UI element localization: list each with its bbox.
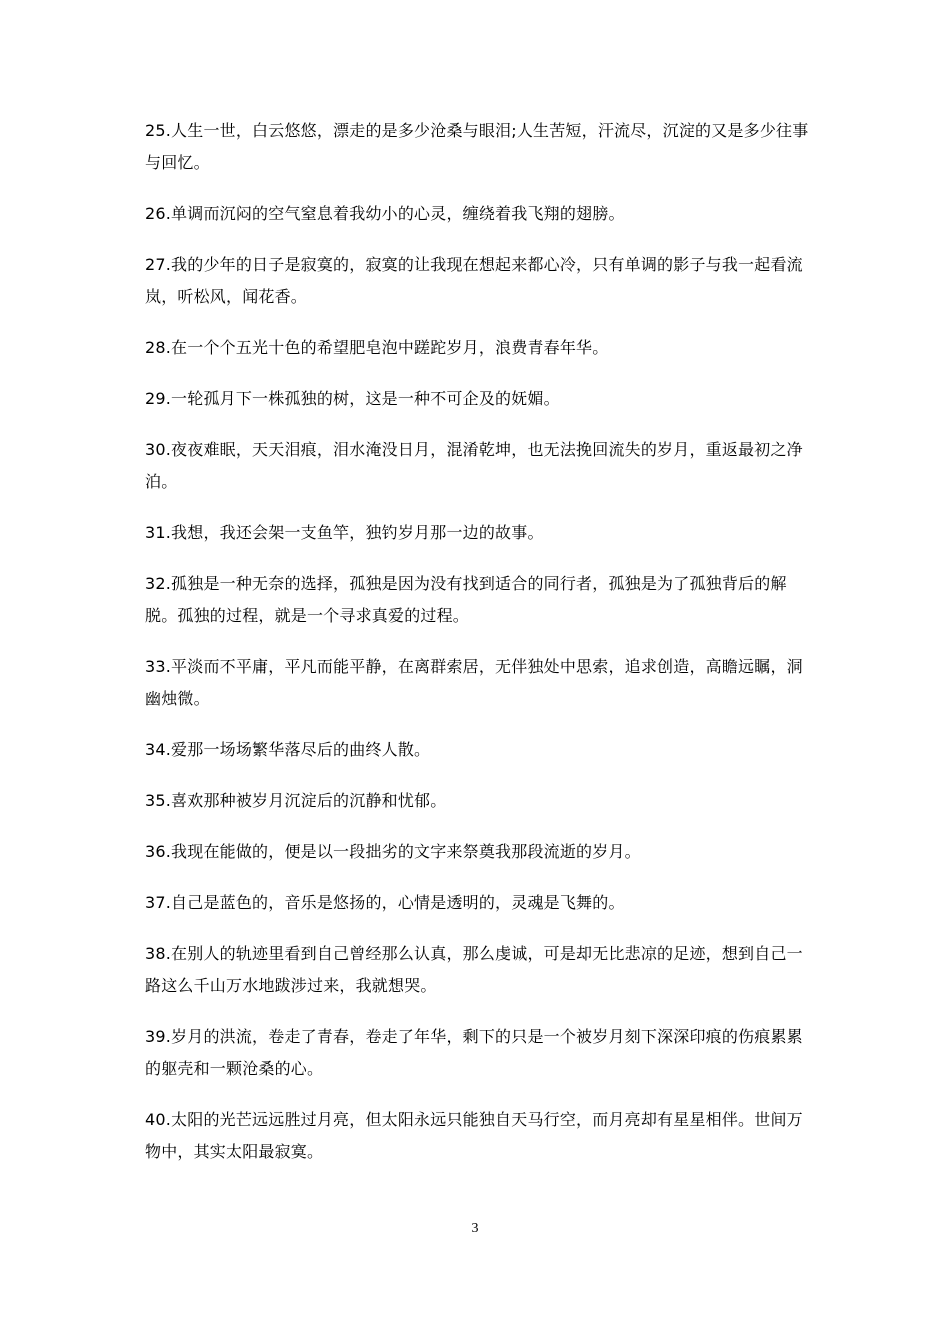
paragraph: 39.岁月的洪流，卷走了青春，卷走了年华，剩下的只是一个被岁月刻下深深印痕的伤痕累累的躯壳和一颗沧桑的心。 — [145, 1027, 803, 1078]
paragraph: 40.太阳的光芒远远胜过月亮，但太阳永远只能独自天马行空，而月亮却有星星相伴。世间万物中，其实太阳最寂寞。 — [145, 1110, 803, 1161]
page-number: 3 — [471, 1221, 479, 1236]
paragraph: 34.爱那一场场繁华落尽后的曲终人散。 — [145, 740, 431, 759]
paragraph: 30.夜夜难眠，天天泪痕，泪水淹没日月，混淆乾坤，也无法挽回流失的岁月，重返最初之净泊。 — [145, 440, 803, 491]
paragraph: 33.平淡而不平庸，平凡而能平静，在离群索居，无伴独处中思索，追求创造，高瞻远瞩，洞幽烛微。 — [145, 657, 803, 708]
paragraph: 31.我想，我还会架一支鱼竿，独钓岁月那一边的故事。 — [145, 523, 544, 542]
paragraph: 35.喜欢那种被岁月沉淀后的沉静和忧郁。 — [145, 791, 447, 810]
document-body — [145, 115, 813, 1187]
paragraph: 36.我现在能做的，便是以一段拙劣的文字来祭奠我那段流逝的岁月。 — [145, 842, 641, 861]
paragraph: 38.在别人的轨迹里看到自己曾经那么认真，那么虔诚，可是却无比悲凉的足迹，想到自己一路这么千山万水地跋涉过来，我就想哭。 — [145, 944, 803, 995]
paragraph: 32.孤独是一种无奈的选择，孤独是因为没有找到适合的同行者，孤独是为了孤独背后的解脱。孤独的过程，就是一个寻求真爱的过程。 — [145, 574, 787, 625]
paragraph: 26.单调而沉闷的空气窒息着我幼小的心灵，缠绕着我飞翔的翅膀。 — [145, 204, 625, 223]
paragraph: 28.在一个个五光十色的希望肥皂泡中蹉跎岁月，浪费青春年华。 — [145, 338, 609, 357]
paragraph: 29.一轮孤月下一株孤独的树，这是一种不可企及的妩媚。 — [145, 389, 560, 408]
paragraph: 27.我的少年的日子是寂寞的，寂寞的让我现在想起来都心冷，只有单调的影子与我一起看流岚，听松风，闻花香。 — [145, 255, 803, 306]
paragraph: 25.人生一世，白云悠悠，漂走的是多少沧桑与眼泪;人生苦短，汗流尽，沉淀的又是多少往事与回忆。 — [145, 121, 809, 172]
paragraph: 37.自己是蓝色的，音乐是悠扬的，心情是透明的，灵魂是飞舞的。 — [145, 893, 625, 912]
